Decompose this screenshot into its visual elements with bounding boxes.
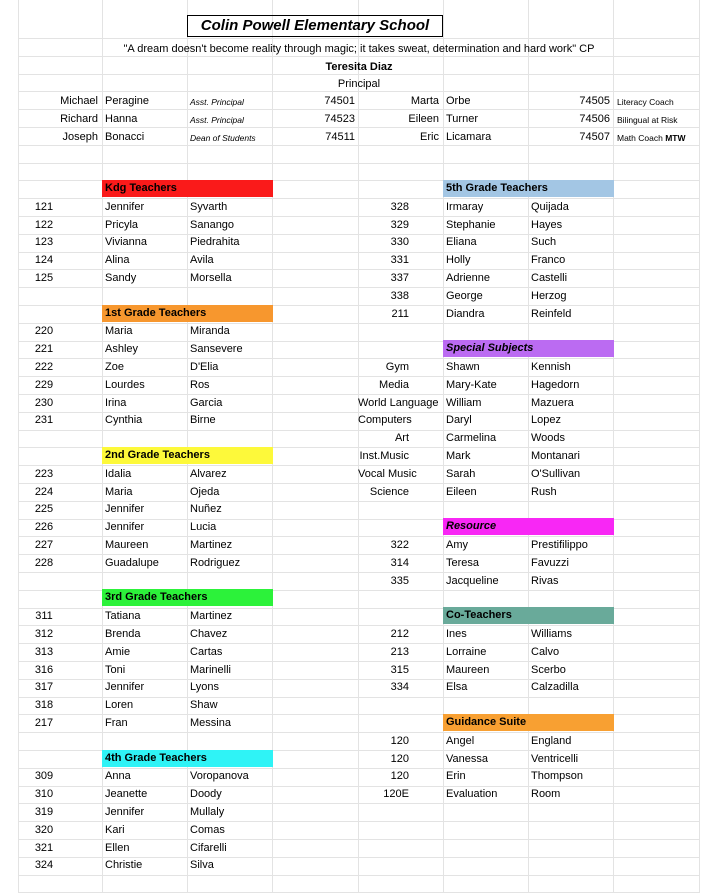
teacher-last-name: Prestifilippo [531,539,588,551]
room-number: 125 [34,272,54,284]
principal-title: Principal [337,78,381,90]
teacher-last-name: Alvarez [190,468,227,480]
teacher-first-name: Irina [105,397,127,409]
teacher-last-name: Woods [531,432,566,444]
teacher-last-name: Quijada [531,201,569,213]
teacher-last-name: England [531,735,572,747]
room-number: 335 [390,575,409,587]
section-header-fifth: 5th Grade Teachers [443,180,614,197]
teacher-last-name: Martinez [190,539,233,551]
room-number: 331 [390,254,409,266]
teacher-last-name: Voropanova [190,770,249,782]
teacher-first-name: Brenda [105,628,141,640]
room-number: 120E [383,788,409,800]
teacher-first-name: Lourdes [105,379,145,391]
teacher-last-name: Lyons [190,681,219,693]
teacher-last-name: Silva [190,859,214,871]
section-header-third: 3rd Grade Teachers [102,589,273,606]
teacher-first-name: Vivianna [105,236,147,248]
room-number: 314 [390,557,409,569]
room-number: 220 [34,325,54,337]
teacher-last-name: Room [531,788,561,800]
teacher-first-name: Lorraine [446,646,487,658]
admin-extension: 74507 [579,131,610,143]
room-number: 217 [34,717,54,729]
teacher-last-name: Lucia [190,521,217,533]
room-number: 225 [34,503,54,515]
teacher-first-name: Angel [446,735,475,747]
room-number: 213 [390,646,409,658]
section-header-special: Special Subjects [443,340,614,357]
admin-first-name: Marta [410,95,439,107]
teacher-first-name: Elsa [446,681,468,693]
admin-first-name: Eric [420,131,439,143]
room-number: 309 [34,770,54,782]
admin-first-name: Eileen [408,113,439,125]
teacher-last-name: Reinfeld [531,308,572,320]
teacher-first-name: Pricyla [105,219,139,231]
teacher-last-name: Ventricelli [531,753,579,765]
section-header-second: 2nd Grade Teachers [102,447,273,464]
teacher-first-name: Teresa [446,557,480,569]
room-number: 121 [34,201,54,213]
room-number: 229 [34,379,54,391]
teacher-last-name: Hayes [531,219,563,231]
teacher-last-name: Thompson [531,770,583,782]
room-number: 338 [390,290,409,302]
teacher-last-name: Calzadilla [531,681,579,693]
grid-hline [18,145,699,146]
admin-first-name: Joseph [62,131,98,143]
teacher-first-name: Sandy [105,272,137,284]
grid-hline [18,163,699,164]
admin-last-name: Hanna [105,113,138,125]
teacher-last-name: Castelli [531,272,568,284]
teacher-last-name: Williams [531,628,572,640]
teacher-last-name: Franco [531,254,566,266]
room-number: Gym [385,361,409,373]
room-number: 315 [390,664,409,676]
teacher-first-name: Ines [446,628,467,640]
room-number: 123 [34,236,54,248]
room-number: 212 [390,628,409,640]
teacher-first-name: Mark [446,450,471,462]
teacher-last-name: Montanari [531,450,580,462]
teacher-last-name: Ros [190,379,210,391]
room-number: 319 [34,806,54,818]
room-number: 120 [390,770,409,782]
teacher-first-name: Maria [105,486,133,498]
teacher-last-name: Kennish [531,361,571,373]
room-number: 211 [391,308,409,320]
admin-extension: 74505 [579,95,610,107]
admin-first-name: Michael [60,95,98,107]
teacher-last-name: Avila [190,254,214,266]
teacher-last-name: Comas [190,824,225,836]
room-number: 223 [34,468,54,480]
teacher-first-name: Maria [105,325,133,337]
teacher-first-name: Jeanette [105,788,148,800]
teacher-last-name: Chavez [190,628,228,640]
room-number: Science [369,486,409,498]
teacher-first-name: Holly [446,254,471,266]
room-number: 337 [390,272,409,284]
teacher-last-name: Messina [190,717,231,729]
section-header-first: 1st Grade Teachers [102,305,273,322]
section-header-coteachers: Co-Teachers [443,607,614,624]
teacher-first-name: Anna [105,770,131,782]
teacher-first-name: Amy [446,539,468,551]
admin-role: Asst. Principal [190,97,244,107]
grid-hline [18,38,699,39]
room-number: Vocal Music [358,468,417,480]
teacher-last-name: Calvo [531,646,560,658]
teacher-first-name: Toni [105,664,126,676]
room-number: 334 [390,681,409,693]
teacher-last-name: Ojeda [190,486,220,498]
teacher-first-name: Guadalupe [105,557,159,569]
teacher-first-name: Jennifer [105,503,145,515]
teacher-first-name: Erin [446,770,466,782]
teacher-first-name: Mary-Kate [446,379,497,391]
room-number: 224 [34,486,54,498]
teacher-last-name: Favuzzi [531,557,569,569]
room-number: 324 [34,859,54,871]
room-number: 317 [34,681,54,693]
room-number: 231 [34,414,54,426]
room-number: 322 [390,539,409,551]
room-number: 321 [34,842,54,854]
room-number: Computers [358,414,412,426]
room-number: 124 [34,254,54,266]
teacher-first-name: Alina [105,254,130,266]
admin-role-days: MTW [662,133,686,143]
room-number: 316 [34,664,54,676]
teacher-last-name: Scerbo [531,664,566,676]
room-number: 228 [34,557,54,569]
teacher-last-name: Mullaly [190,806,225,818]
teacher-first-name: Jennifer [105,201,145,213]
grid-vline [699,0,700,893]
teacher-last-name: Morsella [190,272,232,284]
teacher-last-name: Cifarelli [190,842,227,854]
teacher-last-name: Sanango [190,219,235,231]
teacher-first-name: Jennifer [105,681,145,693]
section-header-fourth: 4th Grade Teachers [102,750,273,767]
teacher-first-name: Eliana [446,236,477,248]
room-number: 122 [34,219,54,231]
admin-role: Asst. Principal [190,115,244,125]
teacher-first-name: Irmaray [446,201,484,213]
teacher-first-name: Kari [105,824,125,836]
teacher-first-name: Sarah [446,468,476,480]
room-number: Media [379,379,409,391]
admin-last-name: Turner [446,113,478,125]
teacher-first-name: Maureen [446,664,490,676]
admin-last-name: Peragine [105,95,150,107]
admin-role: Math Coach MTW [617,133,686,143]
teacher-last-name: Rivas [531,575,559,587]
room-number: 226 [34,521,54,533]
room-number: 328 [390,201,409,213]
room-number: 310 [34,788,54,800]
admin-extension: 74506 [579,113,610,125]
teacher-first-name: Carmelina [446,432,497,444]
teacher-first-name: Christie [105,859,143,871]
admin-extension: 74511 [325,131,355,143]
room-number: 227 [34,539,54,551]
teacher-first-name: Zoe [105,361,124,373]
teacher-first-name: Maureen [105,539,149,551]
teacher-first-name: Shawn [446,361,480,373]
teacher-first-name: Idalia [105,468,132,480]
teacher-last-name: Shaw [190,699,218,711]
teacher-last-name: O'Sullivan [531,468,581,480]
teacher-last-name: Syvarth [190,201,228,213]
teacher-first-name: George [446,290,483,302]
teacher-last-name: Garcia [190,397,223,409]
teacher-last-name: Cartas [190,646,223,658]
teacher-last-name: Rodriguez [190,557,241,569]
teacher-last-name: Hagedorn [531,379,580,391]
room-number: World Language [358,397,439,409]
room-number: Art [394,432,409,444]
teacher-first-name: Cynthia [105,414,143,426]
room-number: 222 [34,361,54,373]
admin-role: Dean of Students [190,133,256,143]
teacher-last-name: Marinelli [190,664,231,676]
room-number: 221 [34,343,54,355]
teacher-last-name: Lopez [531,414,561,426]
teacher-last-name: Herzog [531,290,567,302]
teacher-first-name: Tatiana [105,610,141,622]
teacher-first-name: Diandra [446,308,485,320]
teacher-first-name: Evaluation [446,788,498,800]
teacher-last-name: Piedrahita [190,236,240,248]
section-header-kdg: Kdg Teachers [102,180,273,197]
room-number: 320 [34,824,54,836]
admin-role: Bilingual at Risk [617,115,678,125]
room-number: 318 [34,699,54,711]
admin-extension: 74501 [324,95,355,107]
teacher-first-name: Daryl [446,414,472,426]
teacher-last-name: Sansevere [190,343,243,355]
section-header-resource: Resource [443,518,614,535]
principal-name: Teresita Diaz [325,61,393,73]
teacher-first-name: Adrienne [446,272,491,284]
teacher-last-name: Nuñez [190,503,222,515]
teacher-last-name: Martinez [190,610,233,622]
room-number: Inst.Music [359,450,409,462]
room-number: 312 [34,628,54,640]
room-number: 329 [390,219,409,231]
room-number: 311 [35,610,53,622]
school-title: Colin Powell Elementary School [187,15,443,37]
teacher-first-name: Eileen [446,486,477,498]
teacher-last-name: D'Elia [190,361,219,373]
teacher-last-name: Rush [531,486,557,498]
teacher-last-name: Miranda [190,325,230,337]
room-number: 120 [390,735,409,747]
room-number: 230 [34,397,54,409]
teacher-first-name: Jennifer [105,521,145,533]
teacher-first-name: Amie [105,646,131,658]
admin-last-name: Licamara [446,131,492,143]
teacher-first-name: Loren [105,699,134,711]
section-header-guidance: Guidance Suite [443,714,614,731]
teacher-first-name: Ashley [105,343,139,355]
teacher-first-name: Fran [105,717,128,729]
school-quote: "A dream doesn't become reality through magic; it takes sweat, determination and hard work" CP [123,43,595,55]
admin-first-name: Richard [60,113,98,125]
grid-hline [18,875,699,876]
teacher-first-name: Jennifer [105,806,145,818]
teacher-last-name: Mazuera [531,397,574,409]
teacher-last-name: Such [531,236,557,248]
admin-last-name: Bonacci [105,131,145,143]
teacher-first-name: William [446,397,482,409]
room-number: 120 [390,753,409,765]
teacher-first-name: Stephanie [446,219,496,231]
room-number: 330 [390,236,409,248]
teacher-first-name: Ellen [105,842,130,854]
room-number: 313 [34,646,54,658]
grid-hline [18,127,699,128]
admin-role: Literacy Coach [617,97,674,107]
admin-last-name: Orbe [446,95,471,107]
grid-hline [18,109,699,110]
admin-extension: 74523 [324,113,355,125]
teacher-first-name: Vanessa [446,753,488,765]
teacher-last-name: Doody [190,788,222,800]
teacher-last-name: Birne [190,414,216,426]
teacher-first-name: Jacqueline [446,575,499,587]
